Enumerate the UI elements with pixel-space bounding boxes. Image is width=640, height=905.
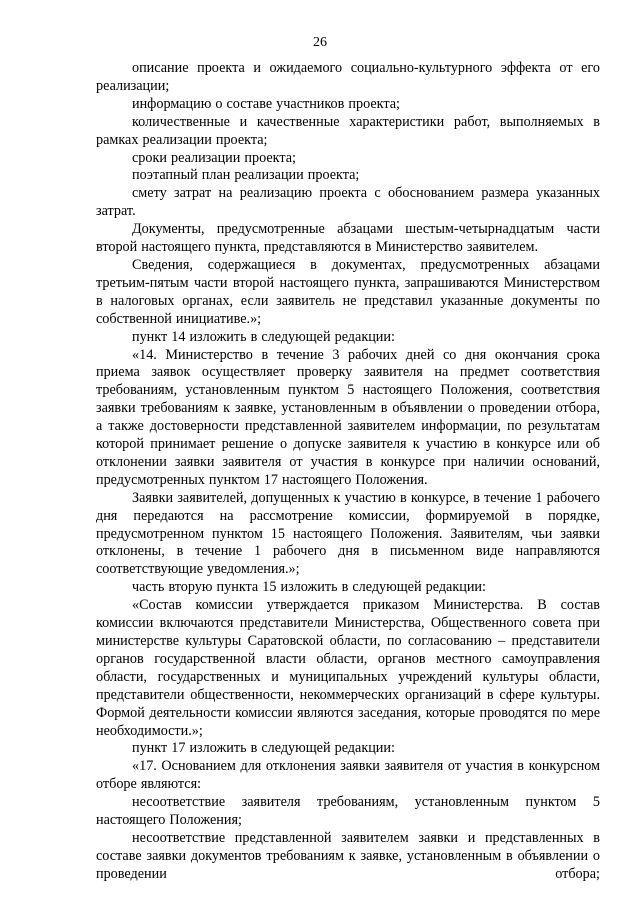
paragraph: количественные и качественные характеристики работ, выполняемых в рамках реализации проекта; bbox=[96, 113, 600, 148]
paragraph: описание проекта и ожидаемого социально-культурного эффекта от его реализации; bbox=[96, 60, 600, 94]
paragraph: несоответствие представленной заявителем заявки и представленных в составе заявки документов требованиям к заявке, установленным в объявлении о проведении отбора; bbox=[96, 829, 600, 882]
paragraph: пункт 17 изложить в следующей редакции: bbox=[132, 740, 395, 757]
paragraph: пункт 14 изложить в следующей редакции: bbox=[132, 328, 395, 345]
paragraph: Документы, предусмотренные абзацами шестым-четырнадцатым части второй настоящего пункта, представляются в Министерство заявителем. bbox=[96, 221, 600, 256]
paragraph: несоответствие заявителя требованиям, установленным пунктом 5 настоящего Положения; bbox=[96, 794, 600, 829]
paragraph: сроки реализации проекта; bbox=[132, 149, 296, 166]
paragraph: «14. Министерство в течение 3 рабочих дней со дня окончания срока приема заявок осуществляет проверку заявителя на предмет соответствия требованиям, установленным пунктом 5 настоящего Положения, соответствия заявки требованиям к заявке, установленным в объявлении о проведении отбора, а также достоверности представленной заявителем информации, по результатам которой принимает решение о допуске заявителя к участию в конкурсе или об отклонении заявки заявителя от участия в конкурсе при наличии оснований, предусмотренных пунктом 17 настоящего Положения. bbox=[96, 346, 600, 488]
paragraph: информацию о составе участников проекта; bbox=[132, 95, 400, 112]
page-number: 26 bbox=[313, 35, 327, 50]
paragraph: Заявки заявителей, допущенных к участию в конкурсе, в течение 1 рабочего дня передаются на рассмотрение комиссии, формируемой в порядке, предусмотренном пунктом 15 настоящего Положения. Заявителям, чьи заявки отклонены, в течение 1 рабочего дня в письменном виде направляются соответствующие уведомления.»; bbox=[96, 489, 600, 578]
paragraph: «Состав комиссии утверждается приказом Министерства. В состав комиссии включаются представители Министерства, Общественного совета при министерстве культуры Саратовской области, по согласованию – представители органов государственной власти области, органов местного самоуправления области, государственных и муниципальных учреждений культуры области, представители общественности, некоммерческих организаций в сфере культуры. Формой деятельности комиссии являются заседания, которые проводятся по мере необходимости.»; bbox=[96, 597, 600, 739]
paragraph: «17. Основанием для отклонения заявки заявителя от участия в конкурсном отборе являются: bbox=[96, 758, 600, 793]
paragraph: часть вторую пункта 15 изложить в следующей редакции: bbox=[132, 579, 486, 596]
paragraph: Сведения, содержащиеся в документах, предусмотренных абзацами третьим-пятым части второй настоящего пункта, запрашиваются Министерством в налоговых органах, если заявитель не представил указанные документы по собственной инициативе.»; bbox=[96, 256, 600, 327]
paragraph: поэтапный план реализации проекта; bbox=[132, 167, 360, 184]
document-body bbox=[96, 60, 600, 884]
paragraph: смету затрат на реализацию проекта с обоснованием размера указанных затрат. bbox=[96, 185, 600, 220]
